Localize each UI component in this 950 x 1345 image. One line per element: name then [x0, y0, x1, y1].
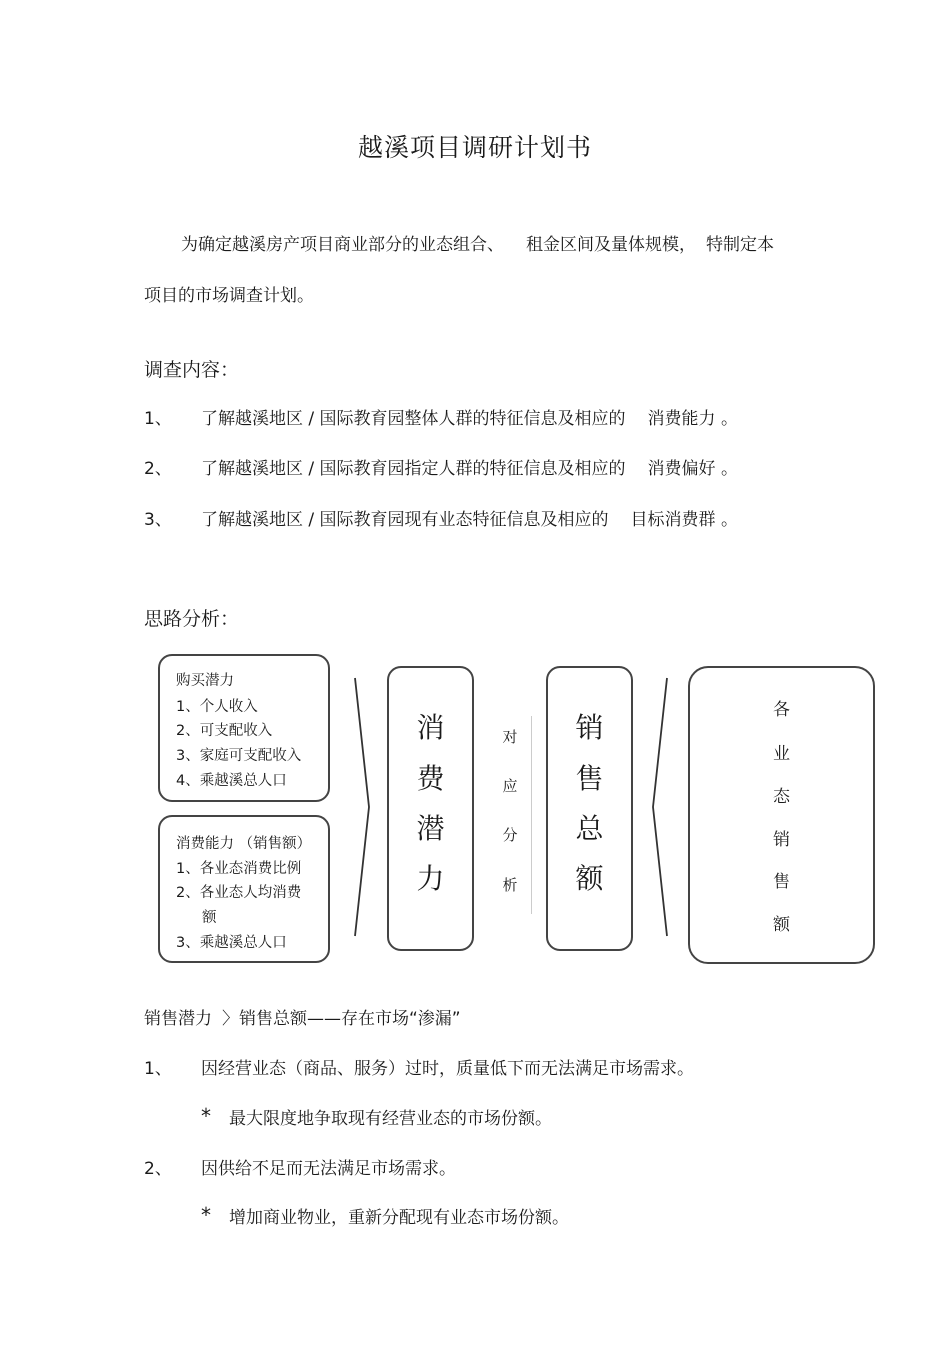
- survey-heading: 调查内容：: [144, 359, 240, 381]
- leak-item-2-number: 2、: [144, 1159, 172, 1179]
- purchase-box-item: 1、个人收入: [176, 699, 258, 715]
- sales-char: 总: [575, 812, 604, 845]
- consume-box-item: 2、各业态人均消费: [176, 885, 302, 901]
- format-char: 态: [773, 787, 790, 807]
- leak-heading: [144, 1004, 461, 1029]
- analysis-char: 分: [502, 826, 518, 844]
- survey-item-1: [201, 404, 738, 429]
- correspondence-analysis-label: [489, 716, 532, 914]
- total-sales-box: [546, 666, 633, 951]
- leak-item-1: 因经营业态（商品、服务）过时，质量低下而无法满足市场需求。: [201, 1059, 694, 1079]
- leak-item-1-number: 1、: [144, 1059, 172, 1079]
- leak-heading-b: 销售总额——存在市场“渗漏”: [239, 1009, 461, 1029]
- intro-part-b: 租金区间及量体规模，: [526, 235, 696, 255]
- survey-item-key: 消费偏好: [647, 459, 716, 479]
- sales-char: 售: [575, 762, 604, 795]
- format-char: 销: [773, 830, 790, 850]
- leak-item-2: 因供给不足而无法满足市场需求。: [201, 1159, 456, 1179]
- potential-char: 费: [416, 762, 445, 795]
- survey-item-2: [201, 454, 738, 479]
- survey-item-text: 了解越溪地区 / 国际教育园现有业态特征信息及相应的: [201, 510, 609, 530]
- chevron-right-icon: 〉: [222, 1009, 239, 1029]
- format-char: 业: [773, 744, 790, 764]
- purchase-box-item: 3、家庭可支配收入: [176, 748, 302, 764]
- intro-part-a: 为确定越溪房产项目商业部分的业态组合、: [181, 235, 504, 255]
- purchase-box-item: 4、乘越溪总人口: [176, 773, 287, 789]
- survey-item-3: [201, 505, 738, 530]
- intro-part-c: 特制定本: [706, 235, 774, 255]
- survey-item-text: 了解越溪地区 / 国际教育园整体人群的特征信息及相应的: [201, 409, 626, 429]
- survey-item-1-number: 1、: [144, 409, 172, 429]
- consume-box-title: 消费能力 （销售额）: [176, 836, 312, 852]
- format-char: 各: [773, 700, 790, 720]
- potential-char: 力: [416, 862, 445, 895]
- sales-char: 额: [575, 862, 604, 895]
- leak-heading-a: 销售潜力: [144, 1009, 212, 1029]
- sales-char: 销: [575, 711, 604, 744]
- consume-box-item-cont: 额: [202, 910, 217, 926]
- document-title: 越溪项目调研计划书: [357, 133, 592, 162]
- leak-item-2-note: 增加商业物业，重新分配现有业态市场份额。: [229, 1208, 569, 1228]
- analysis-char: 应: [502, 777, 518, 795]
- asterisk-icon: *: [201, 1104, 211, 1128]
- survey-item-end: 。: [720, 510, 738, 530]
- purchase-potential-box: [158, 654, 330, 802]
- analysis-heading: 思路分析：: [144, 608, 240, 630]
- survey-item-end: 。: [720, 459, 738, 479]
- analysis-char: 析: [502, 876, 518, 894]
- right-arrow-icon: [350, 676, 374, 938]
- survey-item-2-number: 2、: [144, 459, 172, 479]
- left-arrow-icon: [648, 676, 672, 938]
- potential-char: 消: [416, 711, 445, 744]
- format-char: 额: [773, 915, 790, 935]
- asterisk-icon: *: [201, 1203, 211, 1227]
- survey-item-3-number: 3、: [144, 510, 172, 530]
- purchase-box-item: 2、可支配收入: [176, 723, 273, 739]
- intro-line-2: 项目的市场调查计划。: [144, 286, 314, 306]
- survey-item-key: 消费能力: [647, 409, 716, 429]
- potential-char: 潜: [416, 812, 445, 845]
- survey-item-key: 目标消费群: [630, 510, 716, 530]
- analysis-char: 对: [502, 728, 518, 746]
- format-sales-box: [688, 666, 875, 964]
- consumption-potential-box: [387, 666, 474, 951]
- consume-box-item: 3、乘越溪总人口: [176, 935, 287, 951]
- survey-item-text: 了解越溪地区 / 国际教育园指定人群的特征信息及相应的: [201, 459, 626, 479]
- consume-box-item: 1、各业态消费比例: [176, 861, 302, 877]
- leak-item-1-note: 最大限度地争取现有经营业态的市场份额。: [229, 1109, 552, 1129]
- consumption-ability-box: [158, 815, 330, 963]
- purchase-box-title: 购买潜力: [176, 673, 234, 689]
- intro-line-1: [181, 230, 774, 255]
- format-char: 售: [773, 872, 790, 892]
- survey-item-end: 。: [720, 409, 738, 429]
